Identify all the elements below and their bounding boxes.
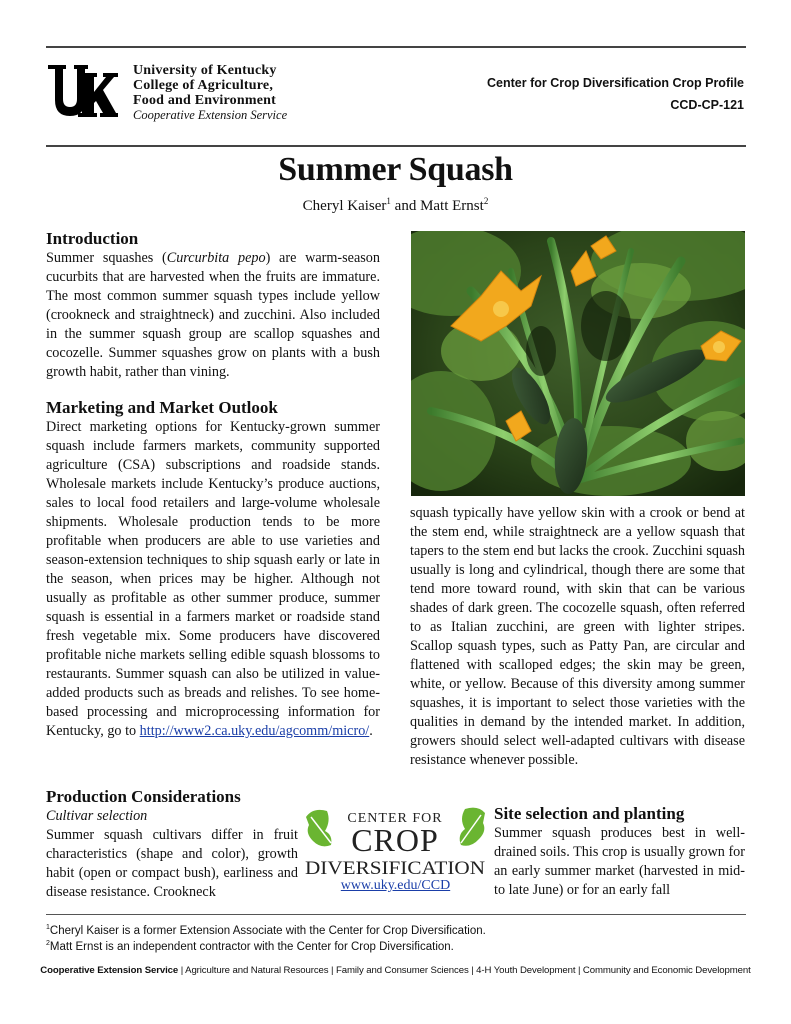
footnote-2 <box>46 940 454 953</box>
squash-types-section <box>410 504 745 770</box>
scientific-name: Curcurbita pepo <box>166 250 266 266</box>
production-section <box>46 787 298 902</box>
uk-wordmark <box>133 63 287 123</box>
squash-plant-photo <box>411 231 745 496</box>
header-rule <box>46 145 746 147</box>
college-name: College of Agriculture, <box>133 78 274 93</box>
footnote-1 <box>46 924 486 937</box>
ccd-logo-line1: CENTER FOR <box>347 811 443 826</box>
site-selection-section <box>494 804 745 900</box>
cultivar-subheading: Cultivar selection <box>46 808 148 824</box>
ccd-website-link[interactable]: www.uky.edu/CCD <box>340 878 451 893</box>
extension-service-name: Cooperative Extension Service <box>133 108 288 122</box>
author-2: and Matt Ernst <box>390 198 484 214</box>
production-text: Summer squash cultivars differ in fruit characteristics (shape and color), growth habit (open or compact bush), earliness and disease resistance. Crookneck <box>46 827 298 900</box>
marketing-heading: Marketing and Market Outlook <box>46 398 278 417</box>
microprocessing-link[interactable]: http://www2.ca.uky.edu/agcomm/micro/ <box>139 723 370 739</box>
page-title: Summer Squash <box>278 151 513 188</box>
document-code: CCD-CP-121 <box>670 98 744 112</box>
footnote-rule <box>46 914 746 915</box>
author-2-footnote-mark: 2 <box>483 196 489 206</box>
uk-logo <box>48 65 118 117</box>
marketing-end: . <box>369 723 373 739</box>
footnote-2-text: Matt Ernst is an independent contractor with the Center for Crop Diversification. <box>49 940 454 953</box>
top-rule <box>46 46 746 48</box>
footer-lead: Cooperative Extension Service <box>40 965 179 976</box>
series-title: Center for Crop Diversification Crop Profile <box>487 76 744 90</box>
author-1-footnote-mark: 1 <box>386 196 391 206</box>
author-1: Cheryl Kaiser <box>302 198 387 214</box>
introduction-heading: Introduction <box>46 229 139 248</box>
ccd-logo-line3: DIVERSIFICATION <box>305 858 486 879</box>
marketing-body: Direct marketing options for Kentucky-grown summer squash include farmers markets, community supported agriculture (CSA) subscriptions and roadside stands. Wholesale markets include Kentucky’s produce auctions, sales to local food retailers and large-volume wholesale shipments. Wholesale production tends to be more profitable when producers are able to use varieties and season-extension techniques to ship squash early or late in the season, when prices may be higher. Although not usually as profitable as other summer produce, summer squash is essential in a farmers market or roadside stand fresh vegetable mix. Some producers have discovered profitable niche markets selling edible squash blossoms to restaurants. Summer squash can also be utilized in value-added products such as breads and relishes. To see home-based processing and microprocessing information for Kentucky, go to <box>46 419 380 739</box>
college-name-line2: Food and Environment <box>133 93 276 108</box>
squash-types-text: squash typically have yellow skin with a crook or bend at the stem end, while straightneck are a yellow squash that tapers to the stem end but lacks the crook. Zucchini squash usually is long and cylindrical, though there are some that tend more toward round, with skin that can be various shades of dark green. The cocozelle squash, often referred to as Italian zucchini, are green with lighter stripes. Scallop squash types, such as Patty Pan, are circular and flattened with scalloped edges; the skin may be green, white, or yellow. Because of this diversity among summer squashes, it is important to select those varieties with the qualities in demand by the intended market. In addition, growers should select well-adapted cultivars with disease resistance whenever possible. <box>410 505 745 768</box>
program-areas-footer <box>0 965 791 976</box>
authors <box>0 196 791 215</box>
production-heading: Production Considerations <box>46 787 241 806</box>
footnote-1-mark: 1 <box>46 924 50 931</box>
intro-text-start: Summer squashes ( <box>46 250 167 266</box>
footnote-1-text: Cheryl Kaiser is a former Extension Associate with the Center for Crop Diversification. <box>49 924 486 937</box>
university-name: University of Kentucky <box>133 63 277 78</box>
ccd-logo-line2: CROP <box>351 822 439 858</box>
introduction-section <box>46 229 380 382</box>
footnote-2-mark: 2 <box>46 940 50 947</box>
footer-program-areas: | Agriculture and Natural Resources | Family and Consumer Sciences | 4-H Youth Development | Community and Economic Development <box>178 965 751 976</box>
site-selection-heading: Site selection and planting <box>494 804 685 823</box>
marketing-text <box>46 418 380 741</box>
intro-text-rest: ) are warm-season cucurbits that are harvested when the fruits are immature. The most common summer squash types include yellow (crookneck and straightneck) and zucchini. Also included in the summer squash group are scallop squashes and cocozelle. Summer squashes grow on plants with a bush growth habit, rather than vining. <box>46 250 380 380</box>
site-selection-text: Summer squash produces best in well-drained soils. This crop is usually grown for an early summer market (harvested in mid- to late June) or for an early fall <box>494 825 745 898</box>
marketing-section <box>46 398 380 741</box>
introduction-text <box>46 249 380 382</box>
